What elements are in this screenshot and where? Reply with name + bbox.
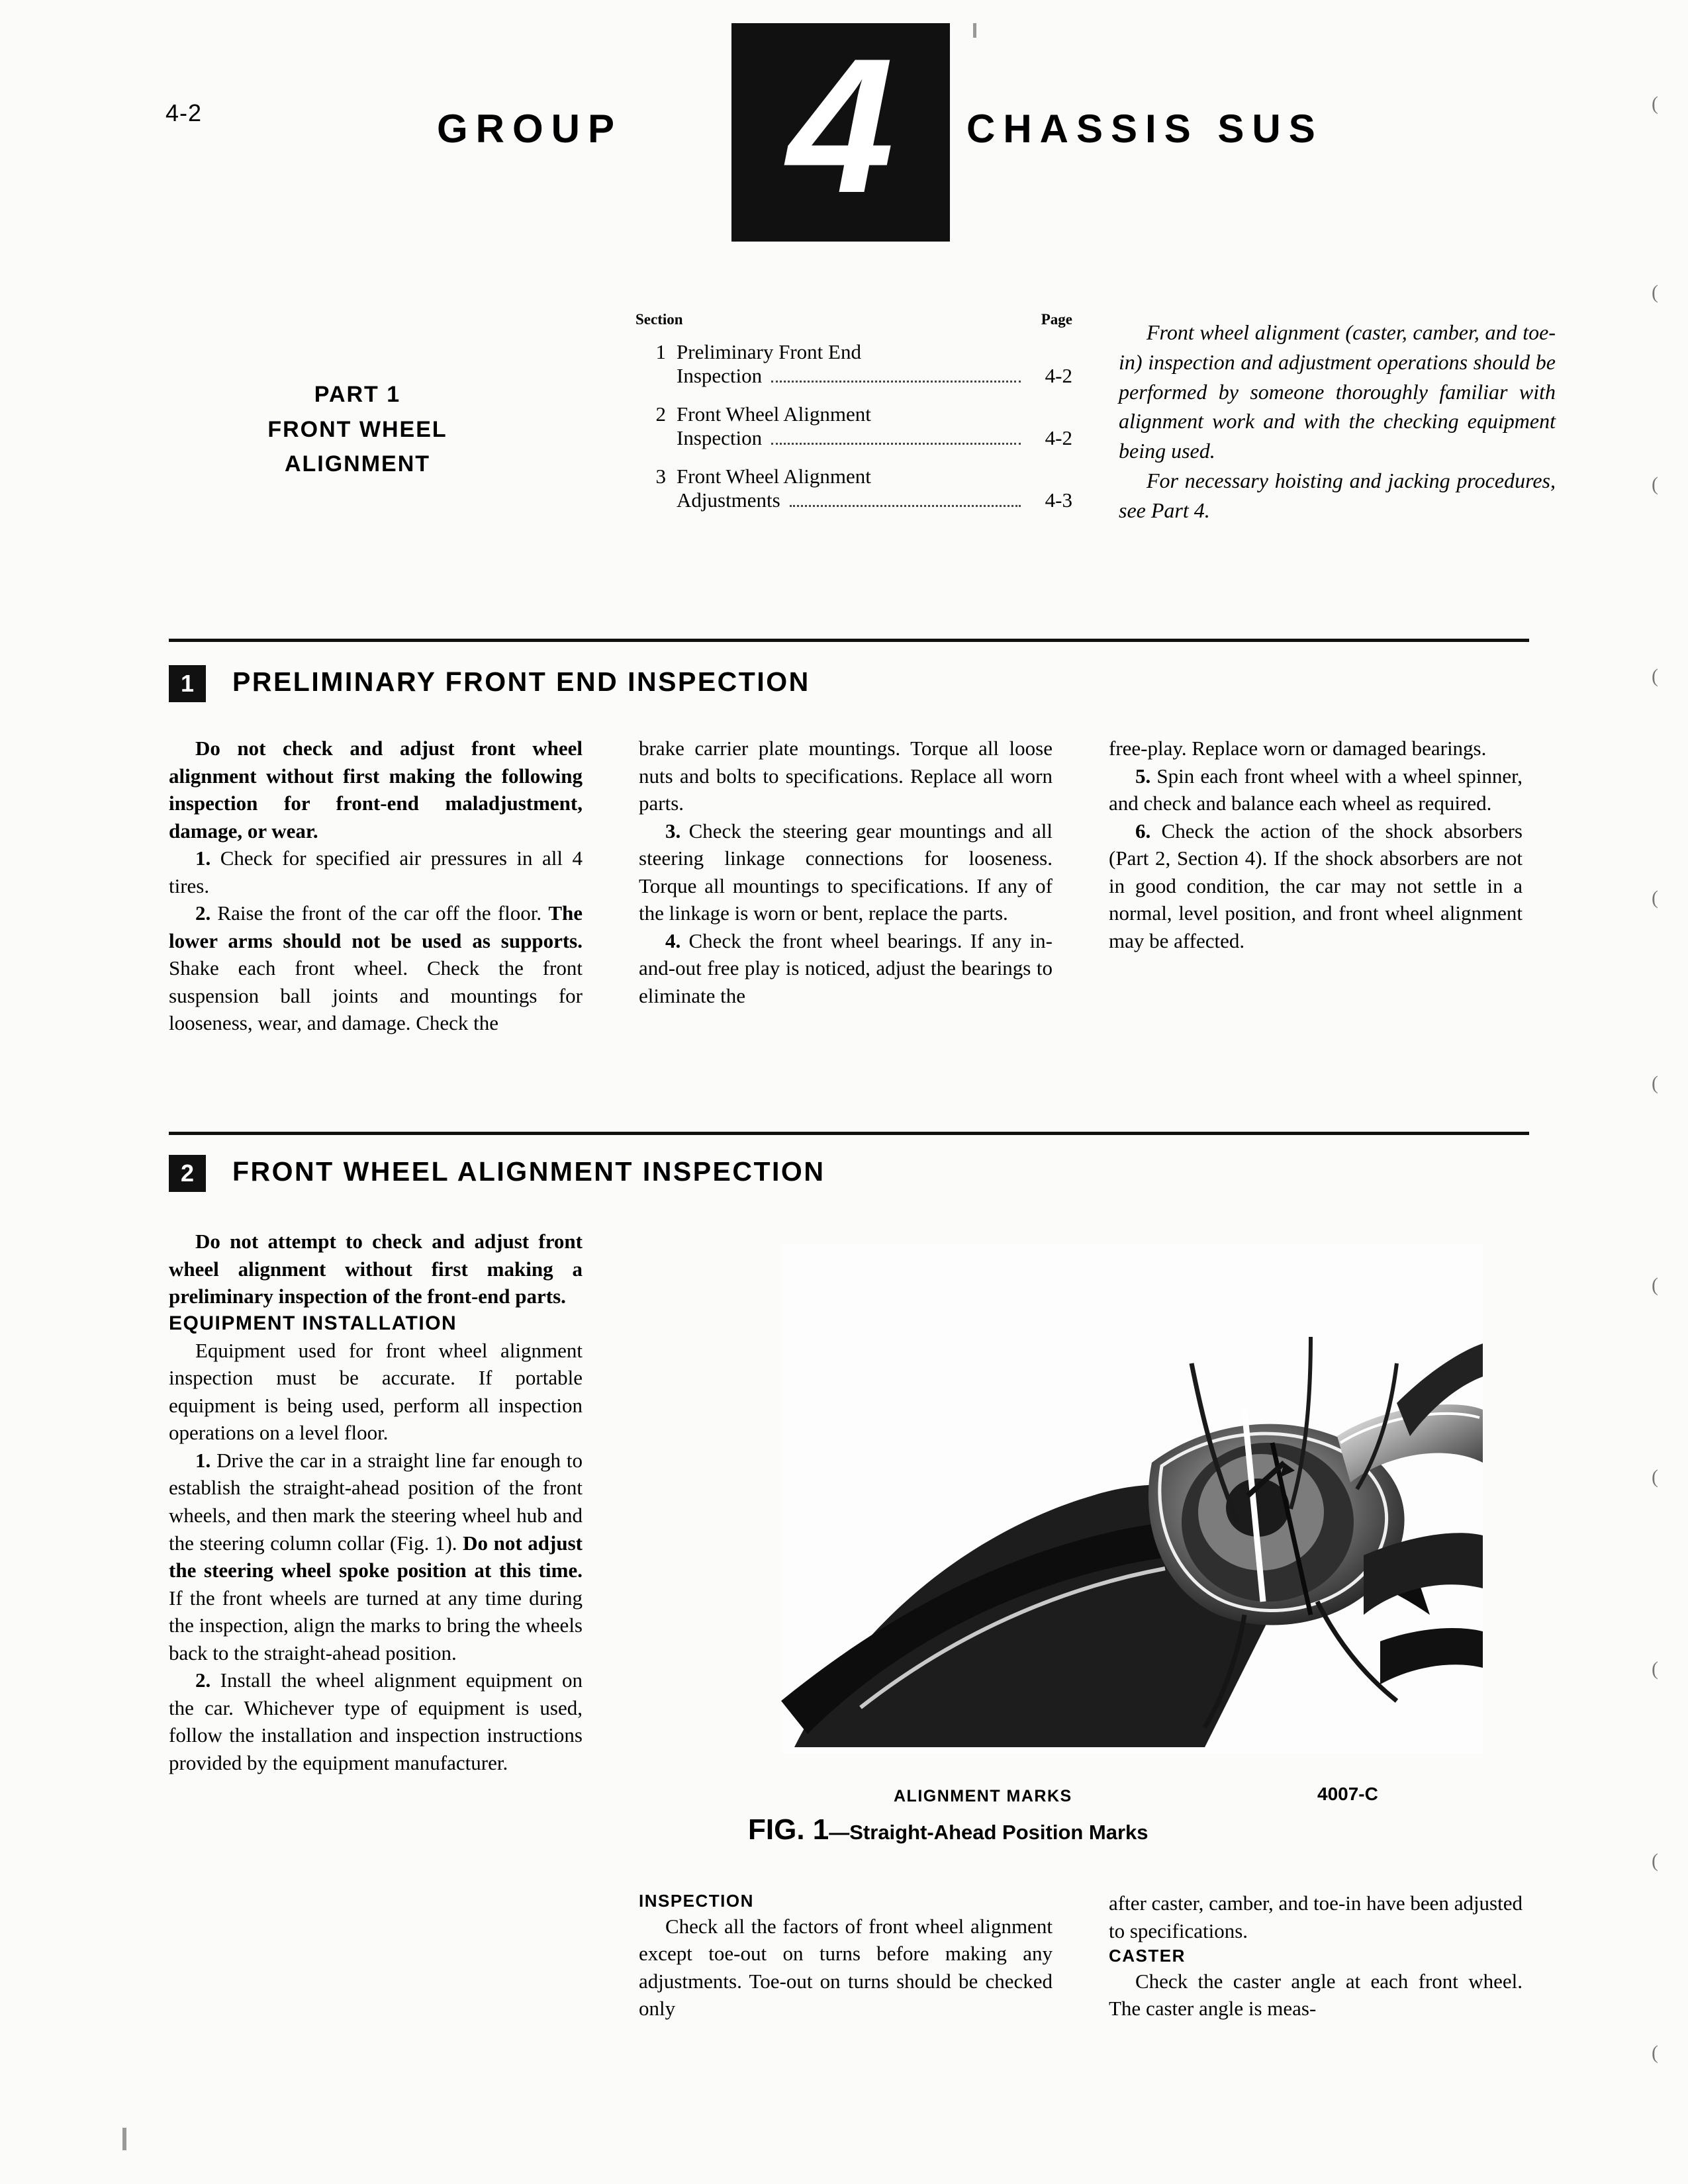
toc-leader-dots <box>771 442 1021 445</box>
scan-artifact-mark: ( <box>1652 93 1658 114</box>
list-number: 5. <box>1135 764 1151 788</box>
section-2-number: 2 <box>169 1155 206 1192</box>
toc-entry-title-line2: Adjustments <box>677 488 780 512</box>
section-2-column-3 <box>1109 1889 1523 2023</box>
toc-entry-title-line2: Inspection <box>677 426 763 449</box>
divider-rule-middle <box>169 1132 1529 1135</box>
scan-speck <box>973 23 976 38</box>
list-text: Install the wheel alignment equipment on the car. Whichever type of equipment is used, follow the installation and inspection instructions provided by the equipment manufacturer. <box>169 1668 583 1774</box>
scan-artifact-mark: ( <box>1652 1658 1658 1680</box>
section-2-column-1 <box>169 1228 583 1776</box>
part-line-3: ALIGNMENT <box>284 451 431 477</box>
figure-1-image <box>741 1244 1529 1794</box>
list-number: 4. <box>665 929 681 952</box>
list-text: Check the action of the shock absorbers (Part 2, Section 4). If the shock absorbers are not in good condition, the car may not settle in a normal, level position, and front wheel alignment may be affected. <box>1109 819 1523 952</box>
alignment-marks-callout: ALIGNMENT MARKS <box>894 1787 1072 1805</box>
s1-c3-paragraph-1 <box>1109 762 1523 817</box>
equipment-installation-heading: EQUIPMENT INSTALLATION <box>169 1312 457 1334</box>
scan-artifact-mark: ( <box>1652 2042 1658 2064</box>
toc-entry-title-line1: Front Wheel Alignment <box>677 465 871 488</box>
s1-c2-paragraph-0: brake carrier plate mountings. Torque all loose nuts and bolts to specifications. Replace all worn parts. <box>639 737 1053 815</box>
caster-heading: CASTER <box>1109 1946 1186 1966</box>
section-1-number: 1 <box>169 665 206 702</box>
toc-entry-number: 2 <box>655 402 666 426</box>
toc-entry-page: 4-2 <box>1045 364 1072 387</box>
s2-equip-paragraph-1: Equipment used for front wheel alignment inspection must be accurate. If portable equipment is being used, perform all inspection operations on a level floor. <box>169 1338 583 1445</box>
s2-equip-paragraph-2 <box>169 1447 583 1666</box>
s2-caster-paragraph: Check the caster angle at each front wheel. The caster angle is meas- <box>1109 1969 1523 2021</box>
list-text-b: Shake each front wheel. Check the front suspension ball joints and mountings for looseness, wear, and damage. Check the <box>169 956 583 1035</box>
s1-c1-paragraph-2 <box>169 899 583 1037</box>
table-of-contents <box>635 311 1072 527</box>
scan-artifact-mark: ( <box>1652 887 1658 909</box>
page-folio: 4-2 <box>165 99 203 126</box>
toc-entry-number: 3 <box>655 465 666 488</box>
toc-entry-title-line2: Inspection <box>677 364 763 387</box>
list-text-a: Raise the front of the car off the floor. <box>211 901 549 925</box>
s2-inspection-paragraph-cont: after caster, camber, and toe-in have been adjusted to specifications. <box>1109 1891 1523 1942</box>
toc-header-row <box>635 311 1072 328</box>
toc-leader-dots <box>771 380 1021 383</box>
intro-note <box>1119 318 1556 525</box>
figure-1-caption <box>748 1813 1410 1846</box>
s1-c3-paragraph-0: free-play. Replace worn or damaged bearings. <box>1109 737 1487 760</box>
masthead-chassis-word: CHASSIS SUS <box>966 107 1323 151</box>
part-line-1: PART 1 <box>314 382 401 407</box>
scan-artifact-mark: ( <box>1652 665 1658 687</box>
masthead-group-number: 4 <box>787 19 894 233</box>
list-text: Check the steering gear mountings and all steering linkage connections for looseness. Torque all mountings to specifications. If any of the linkage is worn or bent, replace the parts. <box>639 819 1053 925</box>
figure-caption-text: —Straight-Ahead Position Marks <box>829 1821 1149 1844</box>
list-number: 1. <box>195 1448 211 1472</box>
s1-c2-paragraph-1 <box>639 817 1053 927</box>
list-number: 2. <box>195 1668 211 1692</box>
toc-leader-dots <box>790 504 1021 507</box>
s1-c1-paragraph-bold: Do not check and adjust front wheel alignment without first making the following inspection for front-end maladjustment, damage, or wear. <box>169 737 583 842</box>
list-text-bold: Do not adjust the steering wheel spoke position at this time. <box>169 1531 583 1582</box>
section-1-column-1 <box>169 735 583 1037</box>
toc-entry[interactable] <box>635 402 1072 451</box>
intro-paragraph-2: For necessary hoisting and jacking procedures, see Part 4. <box>1119 468 1556 522</box>
s2-lead-bold: Do not attempt to check and adjust front wheel alignment without first making a preliminary inspection of the front-end parts. <box>169 1230 583 1308</box>
toc-entry-number: 1 <box>655 340 666 363</box>
intro-paragraph-1: Front wheel alignment (caster, camber, and toe-in) inspection and adjustment operations should be performed by someone thoroughly familiar with alignment work and with the checking equipment being used. <box>1119 320 1556 463</box>
figure-number: FIG. 1 <box>748 1813 829 1846</box>
toc-col-section: Section <box>635 311 683 328</box>
list-text: Check for specified air pressures in all 4 tires. <box>169 846 583 897</box>
part-line-2: FRONT WHEEL <box>267 416 447 442</box>
list-number: 6. <box>1135 819 1151 842</box>
list-text-bold: The lower arms should not be used as supports. <box>169 901 583 952</box>
toc-col-page: Page <box>1041 311 1072 328</box>
masthead-group-word: GROUP <box>437 107 623 151</box>
list-text-b: If the front wheels are turned at any time during the inspection, align the marks to bring the wheels back to the straight-ahead position. <box>169 1586 583 1664</box>
scan-artifact-mark: ( <box>1652 1850 1658 1872</box>
toc-entry-page: 4-2 <box>1045 426 1072 449</box>
toc-entry-page: 4-3 <box>1045 488 1072 512</box>
toc-entry[interactable] <box>635 340 1072 389</box>
scan-speck <box>122 2128 126 2150</box>
list-number: 3. <box>665 819 681 842</box>
s1-c1-paragraph-1 <box>169 844 583 899</box>
inspection-heading: INSPECTION <box>639 1891 754 1911</box>
figure-code: 4007-C <box>1317 1784 1378 1804</box>
list-number: 2. <box>195 901 211 925</box>
masthead <box>424 13 1615 251</box>
s2-equip-paragraph-3 <box>169 1666 583 1776</box>
scan-artifact-mark: ( <box>1652 1466 1658 1488</box>
list-number: 1. <box>195 846 211 870</box>
section-1-column-3 <box>1109 735 1523 954</box>
s1-c3-paragraph-2 <box>1109 817 1523 955</box>
toc-entry-title-line1: Preliminary Front End <box>677 340 861 363</box>
steering-wheel-hub-photo <box>781 1244 1483 1754</box>
s2-inspection-paragraph: Check all the factors of front wheel alignment except toe-out on turns before making any adjustments. Toe-out on turns should be checked only <box>639 1914 1053 2021</box>
section-1-title: PRELIMINARY FRONT END INSPECTION <box>232 666 810 697</box>
toc-entry[interactable] <box>635 465 1072 514</box>
s1-c2-paragraph-2 <box>639 927 1053 1010</box>
scan-artifact-mark: ( <box>1652 281 1658 303</box>
scan-artifact-mark: ( <box>1652 473 1658 495</box>
masthead-group-number-box <box>731 19 950 242</box>
section-2-column-2 <box>639 1889 1053 2023</box>
scan-artifact-mark: ( <box>1652 1072 1658 1094</box>
list-text: Check the front wheel bearings. If any in-and-out free play is noticed, adjust the bearings to eliminate the <box>639 929 1053 1007</box>
section-1-column-2 <box>639 735 1053 1009</box>
list-text: Spin each front wheel with a wheel spinner, and check and balance each wheel as required. <box>1109 764 1523 815</box>
part-title-block <box>218 377 496 482</box>
toc-entry-title-line1: Front Wheel Alignment <box>677 402 871 426</box>
list-text-a: Drive the car in a straight line far enough to establish the straight-ahead position of the front wheels, and then mark the steering wheel hub and the steering column collar (Fig. 1). <box>169 1448 583 1555</box>
scan-artifact-mark: ( <box>1652 1274 1658 1296</box>
section-2-title: FRONT WHEEL ALIGNMENT INSPECTION <box>232 1156 825 1187</box>
divider-rule-top <box>169 639 1529 642</box>
